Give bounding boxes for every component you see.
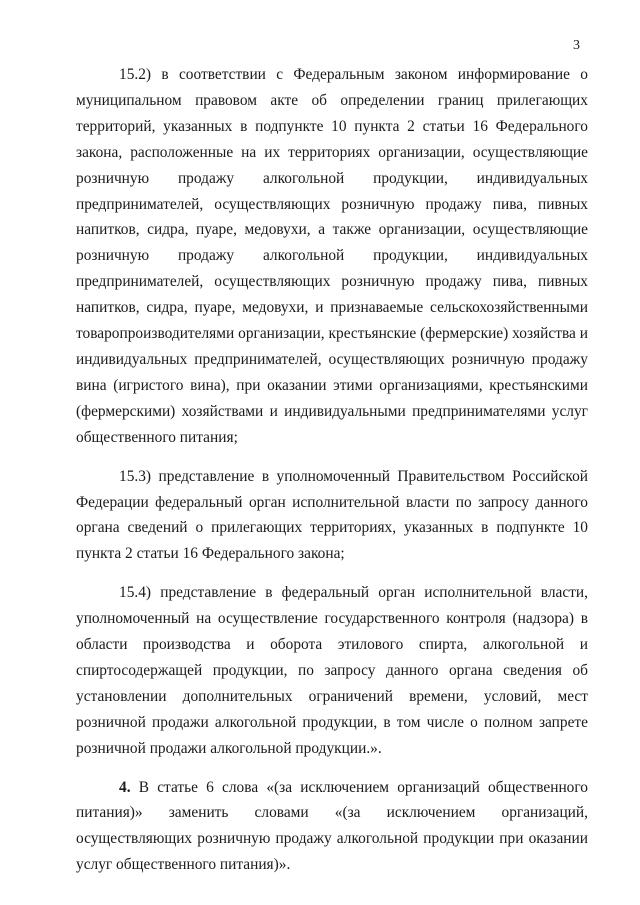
paragraph-item-4 — [76, 775, 588, 879]
paragraph-15-2: 15.2) в соответствии с Федеральным законом информирование о муниципальном правовом акте об определении границ прилегающих территорий, указанных в подпункте 10 пункта 2 статьи 16 Федерального закона, расположенные на их территориях организации, осуществляющие розничную продажу алкогольной продукции, индивидуальных предпринимателей, осуществляющих розничную продажу пива, пивных напитков, сидра, пуаре, медовухи, а также организации, осуществляющие розничную продажу алкогольной продукции, индивидуальных предпринимателей, осуществляющих розничную продажу пива, пивных напитков, сидра, пуаре, медовухи, и признаваемые сельскохозяйственными товаропроизводителями организации, крестьянские (фермерские) хозяйства и индивидуальных предпринимателей, осуществляющих розничную продажу вина (игристого вина), при оказании этими организациями, крестьянскими (фермерскими) хозяйствами и индивидуальными предпринимателями услуг общественного питания; — [76, 66, 588, 446]
paragraph-15-3: 15.3) представление в уполномоченный Правительством Российской Федерации федеральный орган исполнительной власти по запросу данного органа сведений о прилегающих территориях, указанных в подпункте 10 пункта 2 статьи 16 Федерального закона; — [76, 467, 588, 563]
page-number: 3 — [573, 38, 580, 53]
paragraph-15-4: 15.4) представление в федеральный орган исполнительной власти, уполномоченный на осуществление государственного контроля (надзора) в области производства и оборота этилового спирта, алкогольной и спиртосодержащей продукции, по запросу данного органа сведения об установлении дополнительных ограничений времени, условий, мест розничной продажи алкогольной продукции, в том числе о полном запрете розничной продажи алкогольной продукции.». — [76, 584, 588, 757]
document-body — [76, 62, 588, 878]
item-4-text: В статье 6 слова «(за исключением организаций общественного питания)» заменить словами «(за исключением организаций, осуществляющих розничную продажу алкогольной продукции при оказании услуг общественного питания)». — [76, 778, 588, 874]
item-4-number: 4. — [119, 778, 131, 796]
